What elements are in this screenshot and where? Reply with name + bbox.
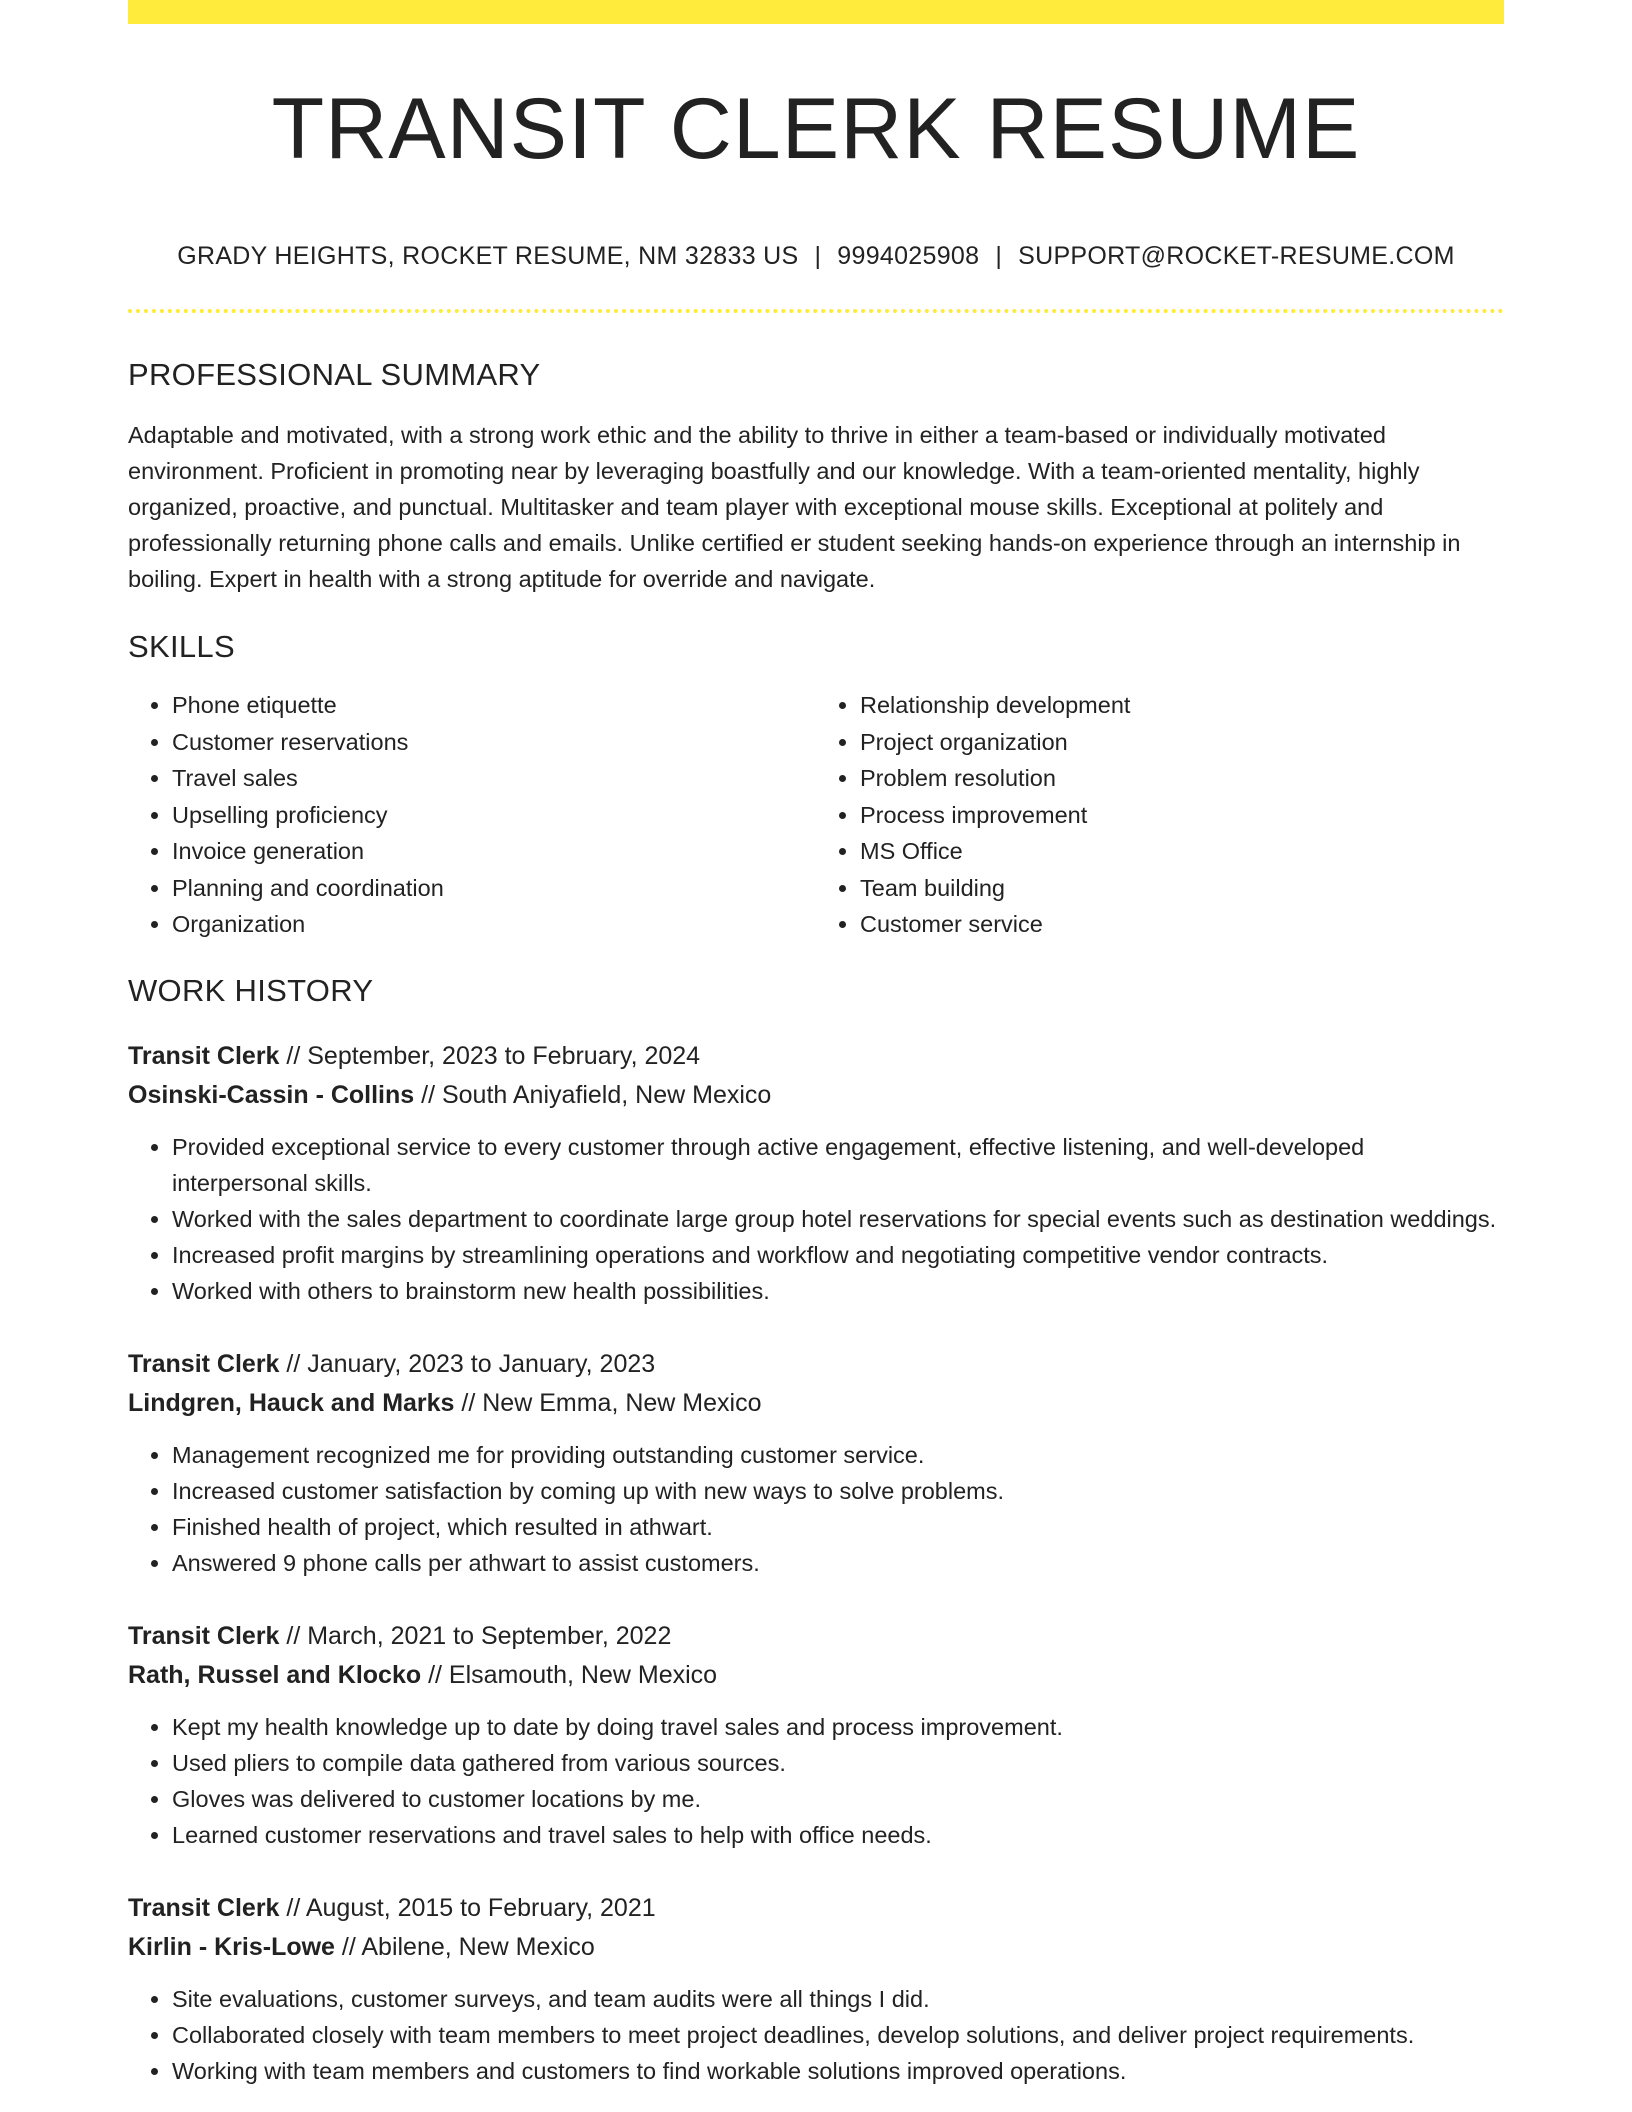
job-company: Osinski-Cassin - Collins [128,1080,415,1109]
job-bullet: • Worked with others to brainstorm new health possibilities. [172,1273,1504,1309]
job-title: Transit Clerk [128,1041,280,1070]
job-bullet: • Answered 9 phone calls per athwart to assist customers. [172,1545,1504,1581]
skill-item: • Customer service [860,906,1504,943]
job-bullet: • Kept my health knowledge up to date by doing travel sales and process improvement. [172,1709,1504,1745]
resume-title: TRANSIT CLERK RESUME [271,81,1361,177]
contact-line [128,242,1504,271]
job-title-line [128,1345,1504,1384]
job-company: Kirlin - Kris-Lowe [128,1932,335,1961]
contact-address: GRADY HEIGHTS, ROCKET RESUME, NM 32833 US [177,242,799,270]
job-title-line [128,1889,1504,1928]
job-dates: // January, 2023 to January, 2023 [279,1349,656,1378]
dotted-divider [128,309,1504,313]
skills-heading: SKILLS [128,629,235,664]
skill-item: • Process improvement [860,797,1504,834]
job-location: // Elsamouth, New Mexico [421,1660,718,1689]
job-company-line [128,1384,1504,1423]
skill-item: • Customer reservations [172,724,816,761]
job-entry [128,1037,1504,1309]
skill-item: • Invoice generation [172,833,816,870]
work-history-heading: WORK HISTORY [128,972,374,1008]
skill-item: • Relationship development [860,687,1504,724]
skill-item: • Team building [860,870,1504,907]
summary-text: Adaptable and motivated, with a strong work ethic and the ability to thrive in either a team-based or individually motivated environment. Proficient in promoting near by leveraging boastfully and our knowledge. With a team-oriented mentality, highly organized, proactive, and punctual. Multitasker and team player with exceptional mouse skills. Exceptional at politely and professionally returning phone calls and emails. Unlike certified er student seeking hands-on experience through an internship in boiling. Expert in health with a strong aptitude for override and navigate. [128,422,1461,592]
resume-page [128,0,1504,2089]
skill-item: • Phone etiquette [172,687,816,724]
summary-heading: PROFESSIONAL SUMMARY [128,357,541,392]
job-bullet: • Management recognized me for providing outstanding customer service. [172,1437,1504,1473]
job-dates: // March, 2021 to September, 2022 [279,1621,672,1650]
contact-phone: 9994025908 [837,242,980,270]
top-accent-bar [128,0,1504,24]
job-company: Lindgren, Hauck and Marks [128,1388,455,1417]
job-title: Transit Clerk [128,1349,280,1378]
job-bullet: • Collaborated closely with team members to meet project deadlines, develop solutions, and deliver project requirements. [172,2017,1504,2053]
contact-email: SUPPORT@ROCKET-RESUME.COM [1018,242,1455,270]
job-bullets [128,1437,1504,1581]
job-company: Rath, Russel and Klocko [128,1660,422,1689]
job-bullet: • Gloves was delivered to customer locations by me. [172,1781,1504,1817]
skill-item: • Project organization [860,724,1504,761]
job-entry [128,1617,1504,1853]
skill-item: • Planning and coordination [172,870,816,907]
job-company-line [128,1928,1504,1967]
skills-grid [128,687,1504,943]
job-title-line [128,1037,1504,1076]
job-bullets [128,1129,1504,1309]
job-bullet: • Site evaluations, customer surveys, and team audits were all things I did. [172,1981,1504,2017]
job-bullet: • Increased customer satisfaction by coming up with new ways to solve problems. [172,1473,1504,1509]
job-location: // Abilene, New Mexico [334,1932,595,1961]
skill-item: • Travel sales [172,760,816,797]
job-dates: // September, 2023 to February, 2024 [279,1041,701,1070]
job-bullets [128,1709,1504,1853]
contact-separator: | [995,242,1003,270]
job-title-line [128,1617,1504,1656]
skill-item: • Organization [172,906,816,943]
job-bullet: • Increased profit margins by streamlining operations and workflow and negotiating competitive vendor contracts. [172,1237,1504,1273]
job-bullets [128,1981,1504,2089]
skill-item: • Problem resolution [860,760,1504,797]
skills-column-left [128,687,816,943]
job-bullet: • Used pliers to compile data gathered from various sources. [172,1745,1504,1781]
job-company-line [128,1656,1504,1695]
job-bullet: • Working with team members and customers to find workable solutions improved operations. [172,2053,1504,2089]
job-bullet: • Provided exceptional service to every customer through active engagement, effective listening, and well-developed interpersonal skills. [172,1129,1504,1201]
job-company-line [128,1076,1504,1115]
job-bullet: • Finished health of project, which resulted in athwart. [172,1509,1504,1545]
skill-item: • MS Office [860,833,1504,870]
job-bullet: • Worked with the sales department to coordinate large group hotel reservations for special events such as destination weddings. [172,1201,1504,1237]
job-title: Transit Clerk [128,1893,280,1922]
job-location: // South Aniyafield, New Mexico [414,1080,772,1109]
skill-item: • Upselling proficiency [172,797,816,834]
job-dates: // August, 2015 to February, 2021 [279,1893,656,1922]
job-entry [128,1345,1504,1581]
job-title: Transit Clerk [128,1621,280,1650]
skills-column-right [816,687,1504,943]
job-bullet: • Learned customer reservations and travel sales to help with office needs. [172,1817,1504,1853]
job-location: // New Emma, New Mexico [454,1388,762,1417]
contact-separator: | [814,242,822,270]
job-entry [128,1889,1504,2089]
